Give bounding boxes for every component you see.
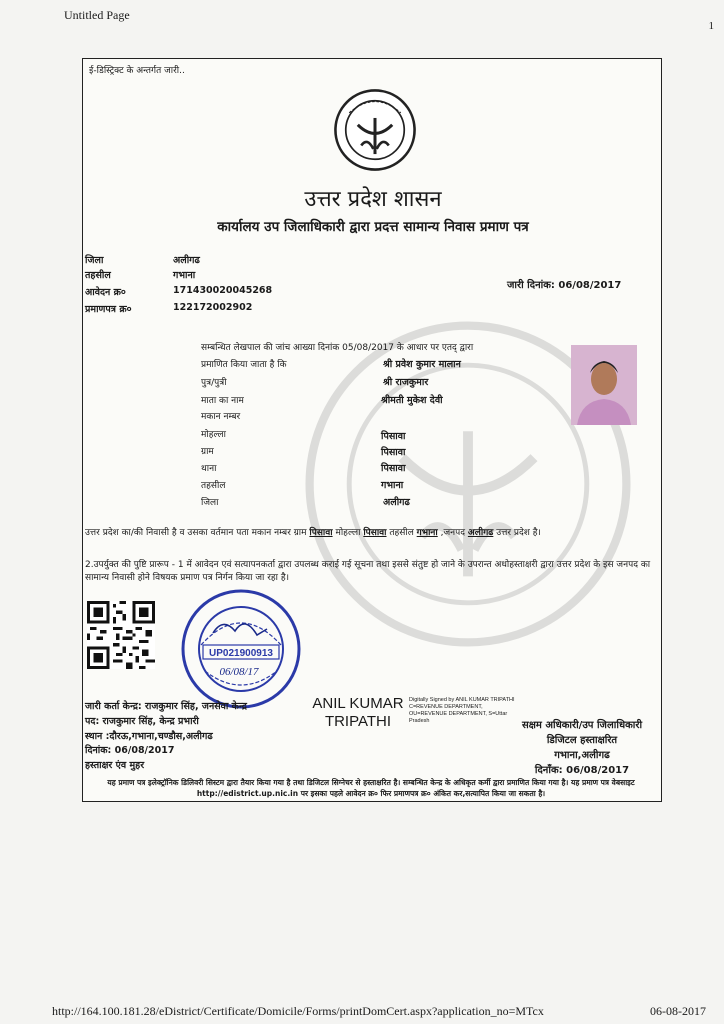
detail-value-mother: श्रीमती मुकेश देवी: [381, 395, 443, 406]
issuer-place: स्थान :दौरऊ,गभाना,चण्डौस,अलीगढ: [85, 731, 213, 742]
issuer-signature-seal: हस्ताक्षर एंव मुहर: [85, 760, 145, 771]
authority-designation: सक्षम अधिकारी/उप जिलाधिकारी: [521, 720, 643, 731]
browser-print-date: 06-08-2017: [650, 1004, 706, 1018]
issuer-post: पद: राजकुमार सिंह, केन्द्र प्रभारी: [85, 716, 199, 727]
para-text-c: तहसील: [386, 528, 417, 538]
residence-paragraph: [85, 527, 657, 540]
certificate: [82, 58, 662, 802]
up-emblem-icon: [332, 87, 418, 173]
seal-handwritten-date: 06/08/17: [219, 666, 259, 678]
issue-date: जारी दिनांक: 06/08/2017: [507, 280, 622, 291]
browser-page-number: 1: [708, 20, 714, 32]
detail-value-village: पिसावा: [381, 447, 406, 458]
center-seal-stamp: [179, 587, 303, 711]
seal-code: UP021900913: [209, 648, 273, 659]
intro-line: सम्बन्धित लेखपाल की जांच आख्या दिनांक 05/08/2017 के आधार पर एतद् द्वारा: [201, 343, 474, 353]
detail-value-mohalla: पिसावा: [381, 431, 406, 442]
issuer-date: दिनांक: 06/08/2017: [85, 745, 175, 756]
digital-signer-name: [303, 695, 413, 731]
field-value-application-no: 171430020045268: [173, 285, 273, 296]
field-label-tehsil: तहसील: [85, 270, 111, 281]
detail-label-district: जिला: [201, 498, 219, 508]
field-label-application-no: आवेदन क्र०: [85, 287, 126, 298]
browser-page-url: http://164.100.181.28/eDistrict/Certificate/Domicile/Forms/printDomCert.aspx?application_no=MTcx: [52, 1004, 544, 1018]
authority-place: गभाना,अलीगढ: [554, 750, 610, 761]
applicant-photo: [571, 345, 637, 425]
para-text-a: उत्तर प्रदेश का/की निवासी है व उसका वर्तमान पता मकान नम्बर ग्राम: [85, 528, 310, 538]
government-title: उत्तर प्रदेश शासन: [304, 187, 442, 212]
digital-signature-details: Digitally Signed by ANIL KUMAR TRIPATHI C=REVENUE DEPARTMENT, OU=REVENUE DEPARTMENT, S=Uttar Pradesh: [409, 697, 515, 724]
issued-under-note: ई-डिस्ट्रिक्ट के अन्तर्गत जारी..: [89, 66, 185, 76]
detail-value-police-station: पिसावा: [381, 463, 406, 474]
authority-digitally-signed: डिजिटल हस्ताक्षरित: [546, 735, 618, 746]
office-title: कार्यालय उप जिलाधिकारी द्वारा प्रदत्त सामान्य निवास प्रमाण पत्र: [217, 219, 529, 235]
detail-value-district: अलीगढ: [383, 497, 410, 508]
detail-label-house-no: मकान नम्बर: [201, 412, 241, 422]
browser-page-title: Untitled Page: [64, 8, 130, 22]
detail-value-name: श्री प्रवेश कुमार मालान: [383, 359, 461, 370]
para-text-b: मोहल्ला: [332, 528, 364, 538]
verification-paragraph: 2.उपर्युक्त की पुष्टि प्रारूप - 1 में आवेदन एवं सत्यापनकर्ता द्वारा उपलब्ध कराई गई सूचना तथा इससे संतुष्ट हो जाने के उपरान्त अधोहस्ताक्षरी द्वारा उत्तर प्रदेश के इस जनपद का सामान्य निवासी होने विषयक प्रमाण पत्र निर्गन किया जा रहा है।: [85, 560, 651, 583]
para-village: पिसावा: [309, 528, 333, 538]
field-label-district: जिला: [85, 255, 104, 266]
detail-label-son-of: पुत्र/पुत्री: [201, 378, 227, 388]
detail-label-village: ग्राम: [201, 447, 214, 457]
authority-date: दिनाँक: 06/08/2017: [534, 765, 630, 776]
field-label-certificate-no: प्रमाणपत्र क्र०: [85, 304, 132, 315]
signer-name-line1: ANIL KUMAR: [312, 695, 404, 712]
detail-value-father: श्री राजकुमार: [383, 377, 429, 388]
detail-label-mohalla: मोहल्ला: [201, 430, 226, 440]
para-district: अलीगढ: [467, 528, 494, 538]
detail-label-certified: प्रमाणित किया जाता है कि: [201, 360, 287, 370]
detail-label-tehsil: तहसील: [201, 481, 226, 491]
signer-name-line2: TRIPATHI: [324, 713, 392, 730]
field-value-tehsil: गभाना: [173, 270, 196, 281]
qr-code-icon: [87, 599, 155, 671]
verification-disclaimer: यह प्रमाण पत्र इलेक्ट्रॉनिक डिलिवरी सिस्टम द्वारा तैयार किया गया है तथा डिजिटल सिग्नेचर से हस्ताक्षरित है। सम्बन्धित केन्द्र के अधिकृत कर्मी द्वारा प्रमाणित किया गया है। यह प्रमाण पत्र वेबसाइट http://edistrict.up.nic.in पर इसका पहले आवेदन क्र० फिर प्रमाणपत्र क्र० अंकित कर,सत्यापित किया जा सकता है।: [107, 778, 635, 798]
issuer-center: जारी कर्ता केन्द्र: राजकुमार सिंह, जनसेवा केन्द्र: [85, 701, 247, 712]
detail-label-police-station: थाना: [201, 464, 217, 474]
field-value-district: अलीगढ: [173, 255, 200, 266]
para-text-e: उत्तर प्रदेश है।: [493, 528, 541, 538]
para-text-d: ,जनपद: [437, 528, 468, 538]
para-tehsil: गभाना: [416, 528, 438, 538]
para-mohalla: पिसावा: [363, 528, 387, 538]
detail-label-mother: माता का नाम: [201, 396, 244, 406]
field-value-certificate-no: 122172002902: [173, 302, 253, 313]
detail-value-tehsil: गभाना: [381, 480, 404, 491]
